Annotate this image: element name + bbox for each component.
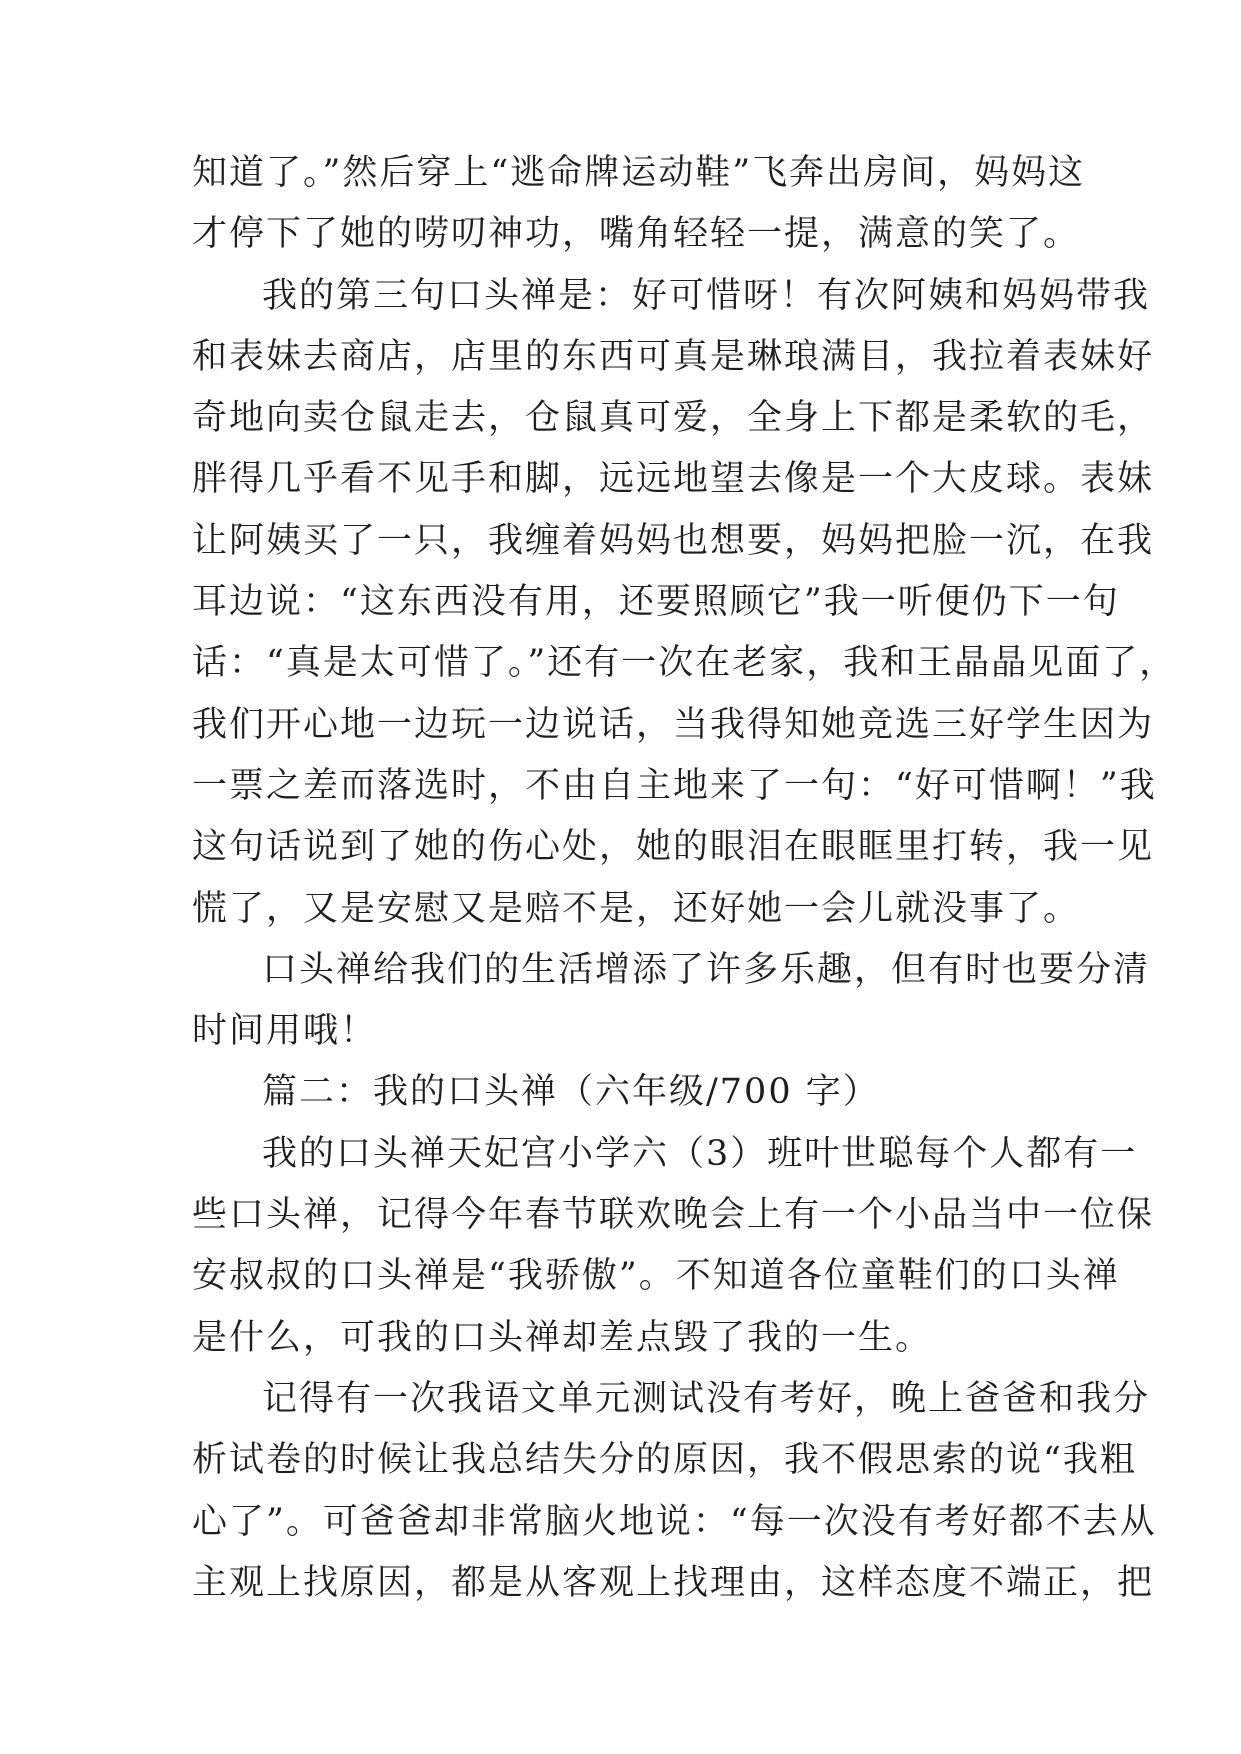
text-line: 耳边说：“这东西没有用，还要照顾它”我一听便仍下一句 — [192, 582, 1120, 623]
text-line: 一票之差而落选时，不由自主地来了一句：“好可惜啊！”我 — [192, 765, 1157, 806]
paragraph-3 — [192, 940, 1151, 1063]
text-line: 析试卷的时候让我总结失分的原因，我不假思索的说“我粗 — [192, 1440, 1137, 1481]
text-line: 我的第三句口头禅是：好可惜呀！有次阿姨和妈妈带我 — [262, 275, 1151, 316]
text-line: 心了”。可爸爸却非常脑火地说：“每一次没有考好都不去从 — [192, 1501, 1157, 1542]
text-line: 慌了，又是安慰又是赔不是，还好她一会儿就没事了。 — [192, 888, 1081, 929]
paragraph-2 — [192, 266, 1177, 940]
text-line: 胖得几乎看不见手和脚，远远地望去像是一个大皮球。表妹 — [192, 459, 1155, 500]
text-line: 我们开心地一边玩一边说话，当我得知她竞选三好学生因为 — [192, 704, 1155, 745]
text-line: 是什么，可我的口头禅却差点毁了我的一生。 — [192, 1317, 933, 1358]
text-line: 奇地向卖仓鼠走去，仓鼠真可爱，全身上下都是柔软的毛， — [192, 398, 1155, 439]
text-line: 和表妹去商店，店里的东西可真是琳琅满目，我拉着表妹好 — [192, 336, 1155, 377]
text-line: 口头禅给我们的生活增添了许多乐趣，但有时也要分清 — [262, 949, 1151, 990]
text-line: 这句话说到了她的伤心处，她的眼泪在眼眶里打转，我一见 — [192, 827, 1155, 868]
paragraph-5 — [192, 1124, 1155, 1369]
text-line: 才停下了她的唠叨神功，嘴角轻轻一提，满意的笑了。 — [192, 214, 1081, 255]
paragraph-6 — [192, 1369, 1157, 1614]
text-line: 主观上找原因，都是从客观上找理由，这样态度不端正，把 — [192, 1562, 1155, 1603]
text-line: 话：“真是太可惜了。”还有一次在老家，我和王晶晶见面了， — [192, 643, 1177, 684]
document-body — [192, 143, 1177, 1614]
text-line: 些口头禅，记得今年春节联欢晚会上有一个小品当中一位保 — [192, 1195, 1155, 1236]
section-heading: 篇二：我的口头禅（六年级/700 字） — [262, 1072, 880, 1113]
text-line: 知道了。”然后穿上“逃命牌运动鞋”飞奔出房间，妈妈这 — [192, 153, 1086, 193]
text-line: 安叔叔的口头禅是“我骄傲”。不知道各位童鞋们的口头禅 — [192, 1256, 1120, 1297]
text-line: 让阿姨买了一只，我缠着妈妈也想要，妈妈把脸一沉，在我 — [192, 520, 1155, 561]
paragraph-4-heading — [192, 1062, 1054, 1123]
text-line: 记得有一次我语文单元测试没有考好，晚上爸爸和我分 — [262, 1378, 1151, 1419]
paragraph-1 — [192, 143, 1086, 266]
text-line: 时间用哦！ — [192, 1011, 378, 1052]
text-line: 我的口头禅天妃宫小学六（3）班叶世聪每个人都有一 — [262, 1133, 1138, 1174]
